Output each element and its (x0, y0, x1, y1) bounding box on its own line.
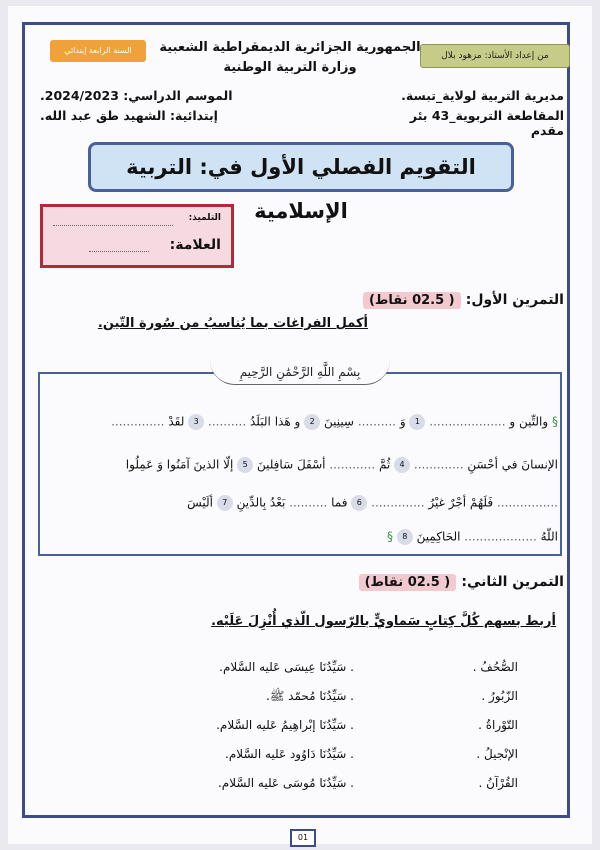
verse-text: اللّهُ (540, 529, 558, 544)
verse-mark-icon: § (552, 414, 558, 429)
ex2-points: ( 02.5 نقاط) (359, 574, 457, 591)
verse-text: سِينِينَ (323, 414, 354, 429)
blank-1[interactable]: .................... (429, 414, 506, 429)
verse-text: فما (331, 495, 348, 510)
verse-text: الإنسانَ في أحْسَنِ (467, 457, 558, 472)
verse-line-2 (126, 457, 558, 473)
verse-number: 3 (188, 414, 204, 430)
district-text: المقاطعة التربوية_43 بئر مقدم (409, 108, 564, 138)
prophet-4[interactable]: . سَيِّدُنَا دَاوُود عَليه السَّلام. (225, 747, 354, 761)
verse-number: 7 (217, 495, 233, 511)
verse-mark-icon: § (386, 529, 393, 544)
blank-6[interactable]: ............ (329, 457, 376, 472)
ex2-title: التمرين الثاني: (461, 574, 564, 590)
republic-title: الجمهورية الجزائرية الديمقراطية الشعبية (159, 40, 421, 55)
teacher-badge: من إعداد الأستاذ: مزهود بلال (420, 44, 570, 68)
page-number: 01 (290, 829, 316, 847)
ex1-points: ( 02.5 نقاط) (363, 292, 461, 309)
verse-number: 1 (409, 414, 425, 430)
book-3[interactable]: التّوْراةُ . (478, 718, 518, 732)
verse-text: ألَيْسَ (187, 495, 214, 510)
directorate-text: مديرية التربية لولاية_تبسة. (401, 88, 564, 103)
prophet-5[interactable]: . سَيِّدُنَا مُوسَى عَليه السَّلام. (217, 776, 354, 790)
verse-line-1 (111, 414, 558, 430)
verse-text: ثُمَّ (378, 457, 391, 472)
blank-2[interactable]: .......... (357, 414, 396, 429)
ex1-heading (359, 289, 564, 308)
verse-text: الحَاكِمِينَ (416, 529, 461, 544)
verse-text: و هَذا البَلَدُ (250, 414, 301, 429)
ex2-instruction: أربط بسهم كُلَّ كِتابٍ سَماويٍّ بالرّسول الّذي أُنْزِلَ عَلَيْه. (211, 614, 556, 629)
ministry-title: وزارة التربية الوطنية (223, 60, 357, 75)
basmala: بِسْمِ اللَّهِ الرَّحْمَٰنِ الرَّحِيمِ (210, 360, 390, 385)
ex2-heading (355, 571, 564, 590)
verse-text: وَ (399, 414, 406, 429)
verse-text: لقَدْ (168, 414, 185, 429)
verse-number: 8 (397, 529, 413, 545)
ex1-instruction: أكمل الفراغات بما يُناسبُ من سُورة التّين. (97, 316, 368, 331)
page-title: التقويم الفصلي الأول في: التربية الإسلامية (88, 142, 514, 192)
season-text: الموسم الدراسي: 2024/2023. (40, 88, 233, 103)
verse-text: إلّا الذينَ آمَنُوا وَ عَمِلُوا (125, 457, 234, 472)
verse-number: 4 (394, 457, 410, 473)
grade-label: العلامة: (169, 237, 221, 253)
student-name-field[interactable] (53, 213, 173, 226)
blank-10[interactable]: ................... (464, 529, 537, 544)
book-5[interactable]: القُرْآنُ . (478, 776, 518, 790)
book-4[interactable]: الإنْجيلُ . (476, 747, 518, 761)
verse-number: 5 (237, 457, 253, 473)
book-1[interactable]: الصُّحُفُ . (472, 660, 518, 674)
verse-text: والتِّين و (509, 414, 549, 429)
verse-line-3 (187, 495, 558, 511)
ex1-title: التمرين الأول: (465, 292, 564, 308)
blank-3[interactable]: .......... (208, 414, 247, 429)
verse-text: أسْفَلَ سَافِلينَ (256, 457, 326, 472)
blank-7[interactable]: ................ (496, 495, 558, 510)
verse-text: فَلَهُمْ أجْرٌ غيْرُ (428, 495, 494, 510)
student-info-box (40, 204, 234, 268)
verse-number: 6 (351, 495, 367, 511)
blank-4[interactable]: .............. (111, 414, 165, 429)
verse-text: بَعْدُ بِالدِّينِ (236, 495, 286, 510)
school-text: إبتدائية: الشهيد طق عبد الله. (40, 108, 218, 123)
verse-line-4 (387, 529, 558, 545)
blank-8[interactable]: .............. (371, 495, 425, 510)
blank-9[interactable]: .......... (289, 495, 328, 510)
level-badge: السنة الرابعة إبتدائي (50, 40, 146, 62)
grade-field[interactable] (89, 247, 149, 252)
student-name-label: التلميذ: (188, 213, 221, 223)
verse-number: 2 (304, 414, 320, 430)
prophet-1[interactable]: . سَيِّدُنَا عِيسَى عَليه السَّلام. (219, 660, 354, 674)
book-2[interactable]: الزّبُورُ . (481, 689, 518, 703)
blank-5[interactable]: ............. (413, 457, 464, 472)
prophet-3[interactable]: . سَيِّدُنَا إبْراهِيمُ عَليه السَّلام. (216, 718, 354, 732)
prophet-2[interactable]: . سَيِّدُنَا مُحمّد ﷺ. (266, 689, 354, 703)
